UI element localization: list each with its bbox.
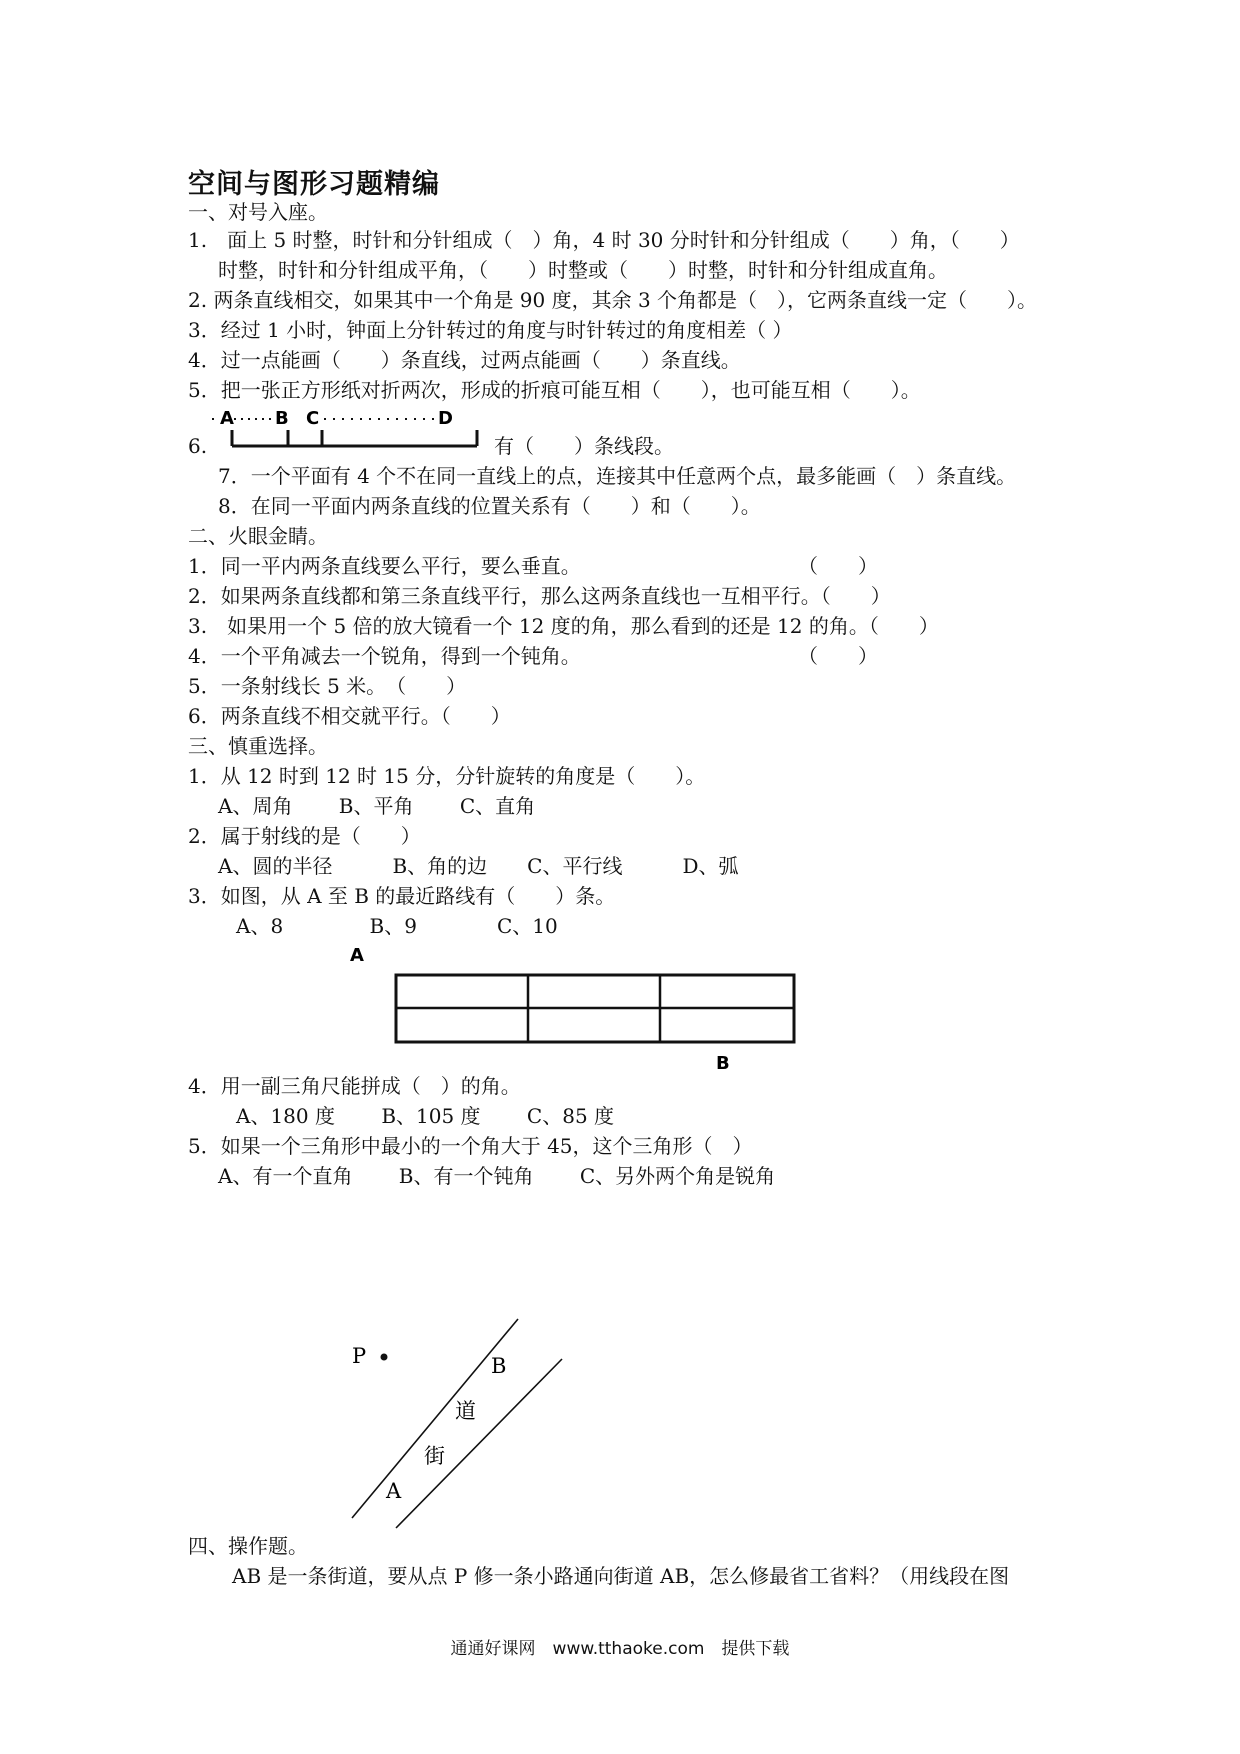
- question-1-1b: 时整，时针和分针组成平角，（ ）时整或（ ）时整，时针和分针组成直角。: [218, 258, 948, 282]
- grid-route-figure: [350, 940, 810, 1070]
- question-2-1-answer: （ ）: [798, 554, 878, 578]
- question-3-5-options: A、有一个直角 B、有一个钝角 C、另外两个角是锐角: [218, 1164, 776, 1188]
- segment-point-a: A: [220, 408, 234, 429]
- question-4-1: AB 是一条街道，要从点 P 修一条小路通向街道 AB，怎么修最省工省料？（用线段在图: [232, 1564, 1010, 1588]
- question-2-4-answer: （ ）: [798, 644, 878, 668]
- question-3-3-options: A、8 B、9 C、10: [236, 914, 558, 938]
- street-label-a: A: [386, 1479, 402, 1503]
- section-3-heading: 三、慎重选择。: [188, 734, 328, 758]
- question-3-5: 5．如果一个三角形中最小的一个角大于 45，这个三角形（ ）: [188, 1134, 753, 1158]
- question-2-3: 3. 如果用一个 5 倍的放大镜看一个 12 度的角，那么看到的还是 12 的角。（ ）: [188, 614, 939, 638]
- street-label-jie: 街: [424, 1444, 445, 1468]
- question-2-5: 5．一条射线长 5 米。 （ ）: [188, 674, 467, 698]
- section-1-heading: 一、对号入座。: [188, 200, 328, 224]
- point-p: [381, 1354, 388, 1361]
- question-3-1-options: A、周角 B、平角 C、直角: [218, 794, 536, 818]
- question-1-2: 2. 两条直线相交，如果其中一个角是 90 度，其余 3 个角都是（ ），它两条直线一定（ ）。: [188, 288, 1038, 312]
- question-3-2: 2．属于射线的是（ ）: [188, 824, 421, 848]
- grid-label-b: B: [716, 1053, 730, 1070]
- segment-point-d: D: [438, 408, 453, 429]
- street-label-dao: 道: [455, 1399, 476, 1423]
- street-label-p: P: [352, 1344, 367, 1368]
- question-1-3: 3．经过 1 小时，钟面上分针转过的角度与时针转过的角度相差（ ）: [188, 318, 793, 342]
- question-1-6-text: 有（ ）条线段。: [494, 434, 674, 458]
- question-3-1: 1．从 12 时到 12 时 15 分，分针旋转的角度是（ ）。: [188, 764, 706, 788]
- question-1-4: 4．过一点能画（ ）条直线，过两点能画（ ）条直线。: [188, 348, 741, 372]
- question-3-4-options: A、180 度 B、105 度 C、85 度: [236, 1104, 615, 1128]
- question-2-6: 6．两条直线不相交就平行。（ ）: [188, 704, 511, 728]
- segment-point-b: B: [275, 408, 289, 429]
- question-1-6-number: 6.: [188, 434, 208, 458]
- segment-point-c: C: [306, 408, 320, 429]
- question-1-1a: 1. 面上 5 时整，时针和分针组成（ ）角，4 时 30 分时针和分针组成（ ）角，（ ）: [188, 228, 1020, 252]
- question-2-4: 4．一个平角减去一个锐角，得到一个钝角。: [188, 644, 581, 668]
- question-1-7: 7．一个平面有 4 个不在同一直线上的点，连接其中任意两个点，最多能画（ ）条直线。: [218, 464, 1017, 488]
- street-line-lower: [396, 1359, 562, 1528]
- question-1-5: 5．把一张正方形纸对折两次，形成的折痕可能互相（ ），也可能互相（ ）。: [188, 378, 921, 402]
- grid-label-a: A: [350, 945, 364, 966]
- page-footer: 通通好课网 www.tthaoke.com 提供下载: [450, 1639, 790, 1659]
- question-2-1: 1．同一平内两条直线要么平行，要么垂直。: [188, 554, 581, 578]
- street-label-b: B: [491, 1354, 507, 1378]
- page-title: 空间与图形习题精编: [188, 169, 440, 200]
- question-2-2: 2．如果两条直线都和第三条直线平行，那么这两条直线也一互相平行。（ ）: [188, 584, 891, 608]
- question-1-8: 8．在同一平面内两条直线的位置关系有（ ）和（ ）。: [218, 494, 761, 518]
- question-3-3: 3．如图，从 A 至 B 的最近路线有（ ）条。: [188, 884, 616, 908]
- question-3-2-options: A、圆的半径 B、角的边 C、平行线 D、弧: [218, 854, 739, 878]
- street-figure: [340, 1310, 580, 1530]
- question-3-4: 4．用一副三角尺能拼成（ ）的角。: [188, 1074, 521, 1098]
- section-4-heading: 四、操作题。: [188, 1534, 308, 1558]
- segment-figure: [200, 400, 490, 470]
- section-2-heading: 二、火眼金睛。: [188, 524, 328, 548]
